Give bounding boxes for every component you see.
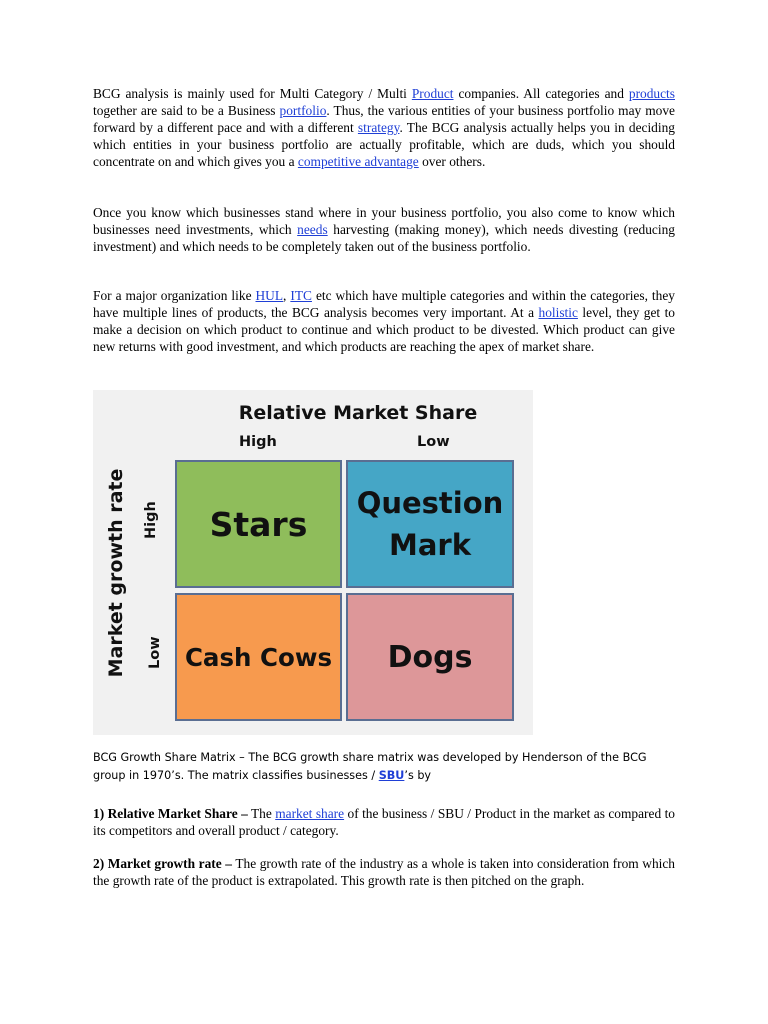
quadrant-stars: Stars bbox=[175, 460, 342, 588]
bcg-matrix-figure bbox=[93, 390, 533, 735]
link-strategy[interactable]: strategy bbox=[357, 119, 400, 135]
link-products[interactable]: products bbox=[628, 86, 675, 101]
paragraph-market-growth-rate bbox=[93, 856, 675, 890]
row-header-high: High bbox=[143, 501, 159, 539]
term-heading: 2) Market growth rate – bbox=[93, 856, 232, 871]
quadrant-cash-cows: Cash Cows bbox=[175, 593, 342, 721]
text-span: Once you know which businesses stand where in your business portfolio, you also come to know which businesses need investments, which bbox=[93, 205, 675, 237]
text-span: The growth rate of the industry as a whole is taken into consideration from which the growth rate of the product is extrapolated. This growth rate is then pitched on the graph. bbox=[93, 856, 676, 888]
text-span: , bbox=[283, 288, 291, 303]
text-span: of the business / SBU / Product in the market as compared to its competitors and overall product / category. bbox=[93, 806, 675, 838]
link-product[interactable]: Product bbox=[411, 86, 454, 101]
link-competitive-advantage[interactable]: competitive advantage bbox=[297, 153, 419, 169]
text-span: ’s by bbox=[404, 769, 432, 782]
text-span: etc which have multiple categories and within the categories, they have multiple lines of products, the BCG analysis becomes very important. At a bbox=[93, 288, 675, 320]
quadrant-dogs: Dogs bbox=[346, 593, 514, 721]
text-span: . The BCG analysis actually helps you in deciding which entities in your business portfolio are actually profitable, which are duds, which you should concentrate on and which gives you a bbox=[93, 119, 675, 169]
y-axis-label: Market growth rate bbox=[105, 468, 127, 678]
text-span: The bbox=[247, 806, 276, 821]
text-span: level, they get to make a decision on which product to continue and which product to be divested. Which product can give new returns with good investment, and which products are reaching the apex of market share. bbox=[93, 304, 675, 354]
text-span: over others. bbox=[418, 153, 486, 169]
paragraph-bcg-intro bbox=[93, 86, 675, 171]
paragraph-portfolio-position bbox=[93, 205, 675, 256]
link-hul[interactable]: HUL bbox=[255, 288, 284, 303]
row-header-low: Low bbox=[147, 636, 163, 669]
term-heading: 1) Relative Market Share – bbox=[93, 806, 248, 821]
text-span: For a major organization like bbox=[93, 288, 256, 303]
text-span: together are said to be a Business bbox=[93, 102, 280, 118]
text-span: harvesting (making money), which needs divesting (reducing investment) and which needs to be completely taken out of the business portfolio. bbox=[93, 221, 675, 254]
column-header-high: High bbox=[239, 434, 277, 450]
paragraph-relative-market-share bbox=[93, 806, 675, 840]
link-sbu[interactable]: SBU bbox=[378, 769, 405, 782]
link-portfolio[interactable]: portfolio bbox=[279, 102, 327, 118]
figure-caption bbox=[93, 749, 678, 785]
matrix-title: Relative Market Share bbox=[238, 402, 478, 424]
paragraph-major-organization bbox=[93, 288, 675, 356]
link-itc[interactable]: ITC bbox=[290, 288, 312, 303]
link-holistic[interactable]: holistic bbox=[538, 304, 578, 320]
link-needs[interactable]: needs bbox=[297, 221, 328, 237]
text-span: companies. All categories and bbox=[453, 86, 629, 101]
quadrant-question-mark: Question Mark bbox=[346, 460, 514, 588]
text-span: BCG analysis is mainly used for Multi Category / Multi bbox=[93, 86, 412, 101]
link-market-share[interactable]: market share bbox=[275, 806, 345, 821]
text-span: . Thus, the various entities of your business portfolio may move forward by a different pace and with a different bbox=[93, 102, 676, 135]
text-span: BCG Growth Share Matrix – The BCG growth share matrix was developed by Henderson of the BCG group in 1970’s. The matrix classifies businesses / bbox=[93, 751, 647, 782]
column-header-low: Low bbox=[417, 434, 450, 450]
